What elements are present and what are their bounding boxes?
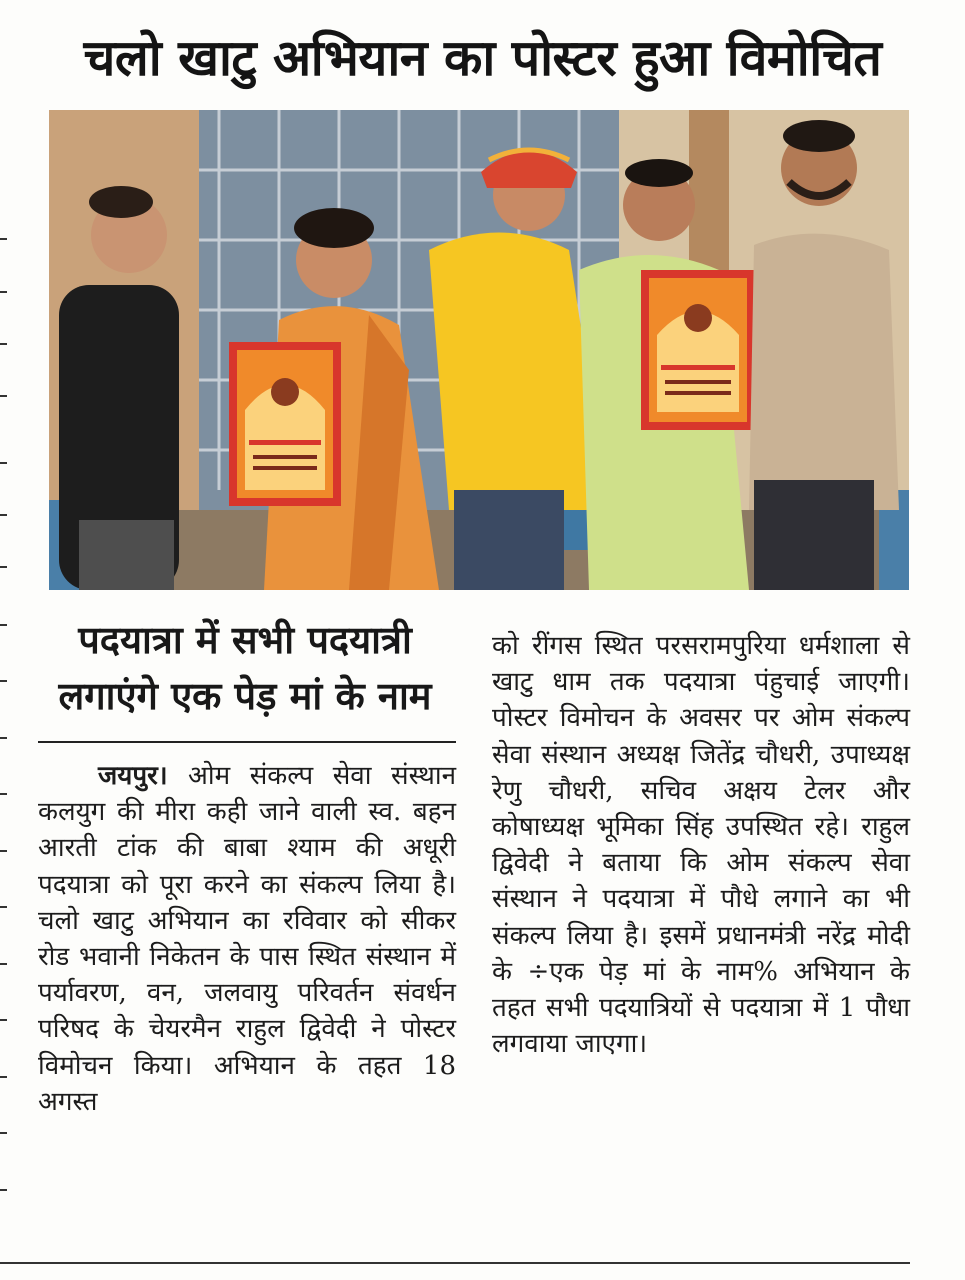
margin-tick <box>0 514 7 516</box>
margin-tick <box>0 1189 7 1191</box>
body-column-left <box>38 758 456 1120</box>
poster-release-photo <box>49 110 909 590</box>
margin-tick <box>0 624 7 626</box>
margin-tick <box>0 850 7 852</box>
headline: चलो खाटु अभियान का पोस्टर हुआ विमोचित <box>83 29 882 87</box>
margin-tick <box>0 462 7 464</box>
margin-tick <box>0 793 7 795</box>
subhead-rule <box>38 741 456 743</box>
subheadline <box>30 612 460 724</box>
margin-tick <box>0 1132 7 1134</box>
poster-right <box>641 270 755 430</box>
body-column-right: को रींगस स्थित परसरामपुरिया धर्मशाला से खाटु धाम तक पदयात्रा पंहुचाई जाएगी। पोस्टर विमोचन के अवसर पर ओम संकल्प सेवा संस्थान अध्यक्ष जितेंद्र चौधरी, उपाध्यक्ष रेणु चौधरी, सचिव अक्षय टेलर और कोषाध्यक्ष भूमिका सिंह उपस्थित रहे। राहुल द्विवेदी ने बताया कि ओम संकल्प सेवा संस्थान ने पदयात्रा में पौधे लगाने का भी संकल्प लिया है। इसमें प्रधानमंत्री नरेंद्र मोदी के ÷एक पेड़ मां के नाम% अभियान के तहत सभी पदयात्रियों से पदयात्रा में 1 पौधा लगवाया जाएगा। <box>492 631 910 1060</box>
margin-tick <box>0 680 7 682</box>
margin-tick <box>0 343 7 345</box>
margin-tick <box>0 395 7 397</box>
poster-left <box>229 342 341 506</box>
margin-tick <box>0 963 7 965</box>
body-text-left: ओम संकल्प सेवा संस्थान कलयुग की मीरा कही जाने वाली स्व. बहन आरती टांक की बाबा श्याम की अधूरी पदयात्रा को पूरा करने का संकल्प लिया है। चलो खाटु अभियान का रविवार को सीकर रोड भवानी निकेतन के पास स्थित संस्थान में पर्यावरण, वन, जलवायु परिवर्तन संवर्धन परिषद के चेयरमैन राहुल द्विवेदी ने पोस्टर विमोचन किया। अभियान के तहत 18 अगस्त <box>38 761 456 1117</box>
margin-tick <box>0 291 7 293</box>
margin-tick <box>0 566 7 568</box>
article-photo <box>49 110 909 590</box>
margin-tick <box>0 906 7 908</box>
bottom-rule <box>0 1262 910 1264</box>
subhead-line-2: लगाएंगे एक पेड़ मां के नाम <box>58 674 432 718</box>
margin-tick <box>0 1076 7 1078</box>
margin-tick <box>0 238 7 240</box>
subhead-line-1: पदयात्रा में सभी पदयात्री <box>78 618 412 662</box>
margin-tick <box>0 1019 7 1021</box>
dateline: जयपुर। <box>98 761 188 791</box>
margin-tick <box>0 737 7 739</box>
